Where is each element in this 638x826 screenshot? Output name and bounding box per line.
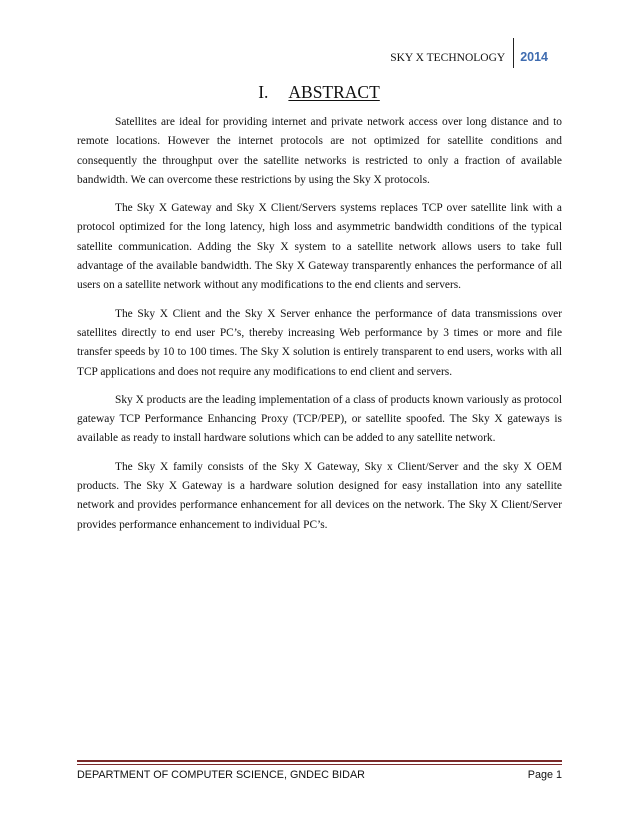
section-number: I. [258, 82, 269, 102]
paragraph-5: The Sky X family consists of the Sky X Gateway, Sky x Client/Server and the sky X OEM products. The Sky X Gateway is a hardware solution designed for easy installation into any satellite network and provides performance enhancement for all devices on the network. The Sky X Client/Server provides performance enhancement to individual PC’s. [77, 460, 562, 531]
section-heading [0, 82, 638, 103]
paragraph-3: The Sky X Client and the Sky X Server enhance the performance of data transmissions over satellites directly to end user PC’s, thereby increasing Web performance by 3 times or more and file transfer speeds by 10 to 100 times. The Sky X solution is entirely transparent to end users, works with all TCP applications and does not require any modifications to end client and servers. [77, 307, 562, 378]
abstract-body [77, 113, 562, 544]
header-year: 2014 [520, 50, 548, 64]
page-header [390, 38, 548, 68]
paragraph-2: The Sky X Gateway and Sky X Client/Servers systems replaces TCP over satellite link with a protocol optimized for the long latency, high loss and asymmetric bandwidth conditions of the typical satellite communication. Adding the Sky X system to a satellite network allows users to take full advantage of the available bandwidth. The Sky X Gateway transparently enhances the performance of all users on a satellite network without any modifications to the end clients and servers. [77, 202, 562, 292]
footer-divider [77, 760, 562, 762]
section-title: ABSTRACT [288, 82, 380, 102]
footer-divider-thin [77, 764, 562, 765]
header-title: SKY X TECHNOLOGY [390, 38, 514, 68]
page-footer [77, 769, 562, 781]
footer-page-number: Page 1 [527, 769, 562, 781]
footer-department: DEPARTMENT OF COMPUTER SCIENCE, GNDEC BIDAR [77, 769, 365, 781]
paragraph-1: Satellites are ideal for providing internet and private network access over long distance and to remote locations. However the internet protocols are not optimized for satellite conditions and consequently the throughput over the satellite networks is restricted to only a fraction of available bandwidth. We can overcome these restrictions by using the Sky X protocols. [77, 116, 562, 186]
paragraph-4: Sky X products are the leading implementation of a class of products known variously as protocol gateway TCP Performance Enhancing Proxy (TCP/PEP), or satellite spoofed. The Sky X gateways is available as ready to install hardware solutions which can be added to any satellite network. [77, 393, 562, 445]
